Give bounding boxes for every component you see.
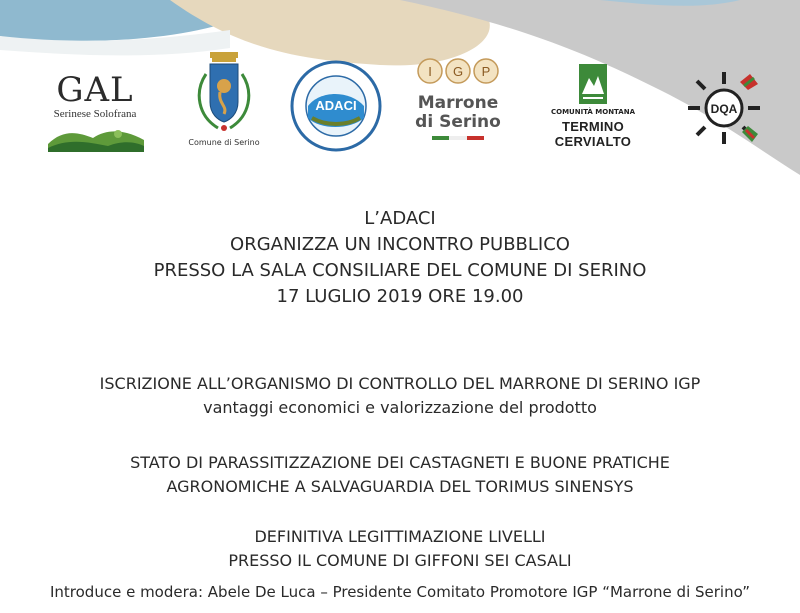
serino-crest: [188, 52, 260, 152]
adaci-text: ADACI: [315, 98, 357, 113]
igp-letter-p: P: [481, 64, 491, 79]
crest-icon: [188, 52, 260, 136]
comunita-montana-logo: [528, 64, 658, 149]
topic-1-subtitle: vantaggi economici e valorizzazione del prodotto: [203, 398, 597, 417]
igp-name: [410, 94, 506, 132]
header-line4: 17 LUGLIO 2019 ORE 19.00: [276, 286, 524, 307]
topic-1-title: ISCRIZIONE ALL’ORGANISMO DI CONTROLLO DEL MARRONE DI SERINO IGP: [99, 374, 701, 393]
dqa-logo: [684, 68, 764, 148]
topic-3-line2: PRESSO IL COMUNE DI GIFFONI SEI CASALI: [228, 551, 572, 570]
mountain-icon: [579, 64, 607, 104]
igp-flag-stripe: [432, 136, 484, 140]
gal-title: GAL: [56, 70, 134, 110]
moderator-line: Introduce e modera: Abele De Luca – Presidente Comitato Promotore IGP “Marrone di Serino”: [49, 583, 751, 601]
topic-2-line1: STATO DI PARASSITIZZAZIONE DEI CASTAGNETI E BUONE PRATICHE: [130, 453, 670, 472]
adaci-emblem-icon: [290, 60, 382, 152]
header-line3: PRESSO LA SALA CONSILIARE DEL COMUNE DI SERINO: [153, 260, 647, 281]
dqa-emblem-icon: [684, 68, 764, 148]
cm-title: TERMINO CERVIALTO: [554, 119, 632, 149]
gal-subtitle: Serinese Solofrana: [53, 108, 137, 120]
igp-line2: di Serino: [415, 112, 501, 132]
topic-2: [0, 451, 800, 499]
dqa-text: DQA: [710, 102, 738, 116]
header-line1: L’ADACI: [364, 208, 436, 229]
topic-1: [0, 372, 800, 420]
igp-circles-icon: [410, 56, 506, 86]
topic-2-line2: AGRONOMICHE A SALVAGUARDIA DEL TORIMUS SINENSYS: [166, 477, 634, 496]
igp-letter-g: G: [452, 64, 464, 79]
serino-caption: Comune di Serino: [188, 138, 260, 147]
igp-line1: Marrone: [417, 93, 499, 113]
topic-3-line1: DEFINITIVA LEGITTIMAZIONE LIVELLI: [254, 527, 546, 546]
topic-3: [0, 525, 800, 573]
adaci-logo: [290, 60, 382, 152]
header-line2: ORGANIZZA UN INCONTRO PUBBLICO: [230, 234, 570, 255]
announcement-header: [0, 206, 800, 310]
cm-subtitle: COMUNITÀ MONTANA: [551, 108, 635, 116]
gal-logo: [40, 72, 150, 154]
igp-logo: [410, 56, 506, 146]
igp-letter-i: I: [428, 64, 432, 79]
gal-hills-icon: [48, 124, 144, 152]
